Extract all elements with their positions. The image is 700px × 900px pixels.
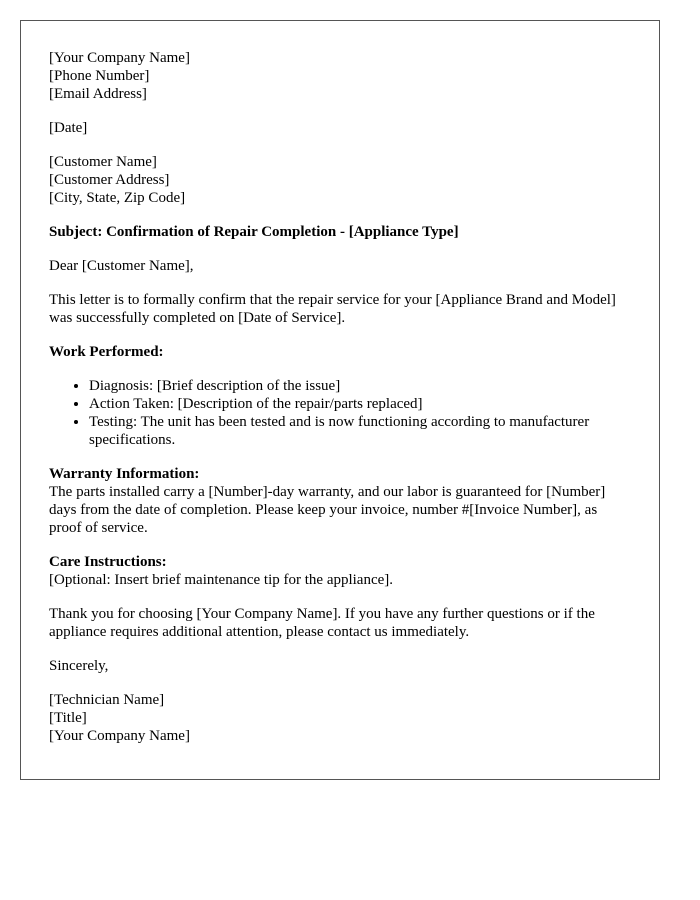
warranty-heading: Warranty Information: [49,466,200,482]
care-section [49,553,631,589]
work-item-testing: • Testing: The unit has been tested and is now functioning according to manufacturer specifications. [89,413,631,449]
closing-paragraph: Thank you for choosing [Your Company Name]. If you have any further questions or if the appliance requires additional attention, please contact us immediately. [49,606,595,640]
recipient-address: [Customer Address] [49,172,170,188]
care-heading: Care Instructions: [49,554,167,570]
sender-email: [Email Address] [49,86,147,102]
signature-title: [Title] [49,710,87,726]
date-block [49,119,631,137]
sender-company: [Your Company Name] [49,50,190,66]
warranty-text: The parts installed carry a [Number]-day warranty, and our labor is guaranteed for [Number] days from the date of completion. Please keep your invoice, number #[Invoice Number], as proof of service. [49,484,606,536]
work-item-action-taken: • Action Taken: [Description of the repair/parts replaced] [89,395,631,413]
signature-block [49,691,631,745]
recipient-city-state-zip: [City, State, Zip Code] [49,190,186,206]
signature-company: [Your Company Name] [49,728,190,744]
letter-date: [Date] [49,120,88,136]
intro-paragraph: This letter is to formally confirm that the repair service for your [Appliance Brand and Model] was successfully completed on [Date of Service]. [49,292,616,326]
work-performed-list [49,377,631,449]
signature-name: [Technician Name] [49,692,165,708]
salutation: Dear [Customer Name], [49,258,194,274]
subject-line: Subject: Confirmation of Repair Completion - [Appliance Type] [49,224,459,240]
work-item-diagnosis: • Diagnosis: [Brief description of the issue] [89,377,631,395]
recipient-name: [Customer Name] [49,154,157,170]
warranty-section [49,465,631,537]
work-performed-heading: Work Performed: [49,344,164,360]
recipient-block [49,153,631,207]
signoff: Sincerely, [49,658,109,674]
letter-page [20,20,660,780]
sender-block [49,49,631,103]
sender-phone: [Phone Number] [49,68,150,84]
care-text: [Optional: Insert brief maintenance tip for the appliance]. [49,572,394,588]
